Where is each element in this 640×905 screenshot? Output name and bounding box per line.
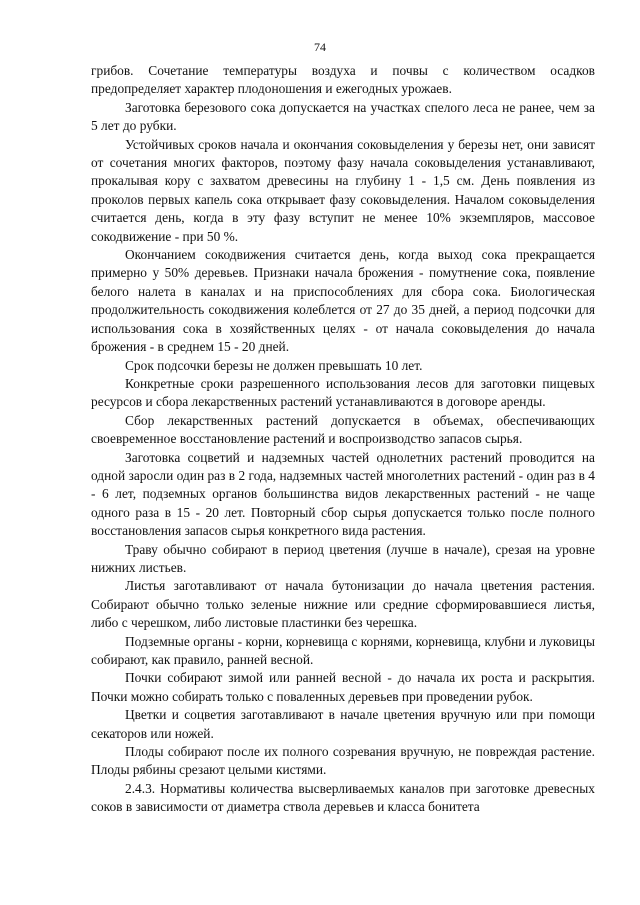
paragraph-tapping-term: Срок подсочки березы не должен превышать 10 лет. xyxy=(125,357,423,373)
paragraph-medicinal-volume: Сбор лекарственных растений допускается в объемах, обеспечивающих своевременное восстановление растений и воспроизводство запасов сырья. xyxy=(91,412,595,447)
paragraph-underground-organs: Подземные органы - корни, корневища с корнями, корневища, клубни и луковицы собирают, как правило, ранней весной. xyxy=(91,633,595,667)
paragraph-sap-flow-start: Устойчивых сроков начала и окончания соковыделения у березы нет, они зависят от сочетания многих факторов, поэтому фазу начала соковыделения устанавливают, прокалывая кору с захватом древесины на глубину 1 - 1,5 см. День появления из проколов первых капель сока открывает фазу соковыделения. Началом соковыделения считается день, когда в эту фазу вступит не менее 10% экземпляров, массовое сокодвижение - при 50 %. xyxy=(91,136,595,244)
page-body xyxy=(91,62,595,817)
paragraph-flowers: Цветки и соцветия заготавливают в начале цветения вручную или при помощи секаторов или ножей. xyxy=(91,707,595,741)
paragraph-buds: Почки собирают зимой или ранней весной - до начала их роста и раскрытия. Почки можно собирать только с поваленных деревьев при проведении рубок. xyxy=(91,670,595,704)
paragraph-section-2-4-3: 2.4.3. Нормативы количества высверливаемых каналов при заготовке древесных соков в зависимости от диаметра ствола деревьев и класса бонитета xyxy=(91,780,595,815)
paragraph-birch-sap-harvest: Заготовка березового сока допускается на участках спелого леса не ранее, чем за 5 лет до рубки. xyxy=(91,99,595,134)
paragraph-sap-flow-end: Окончанием сокодвижения считается день, когда выход сока прекращается примерно у 50% деревьев. Признаки начала брожения - помутнение сока, появление белого налета в каналах и на приспособлениях для сбора сока. Биологическая продолжительность сокодвижения колеблется от 27 до 35 дней, а период подсочки для использования сока в хозяйственных целях - от начала соковыделения до начала брожения - в среднем 15 - 20 дней. xyxy=(91,247,595,355)
paragraph-harvest-frequency: Заготовка соцветий и надземных частей однолетних растений проводится на одной заросли один раз в 2 года, надземных частей многолетних растений - один раз в 4 - 6 лет, подземных органов большинства видов лекарственных растений - не чаще одного раза в 15 - 20 лет. Повторный сбор сырья допускается только после полного восстановления запасов сырья конкретного вида растения. xyxy=(91,449,595,539)
page-number: 74 xyxy=(314,40,326,54)
paragraph-continuation: грибов. Сочетание температуры воздуха и почвы с количеством осадков предопределяет характер плодоношения и ежегодных урожаев. xyxy=(91,63,595,97)
paragraph-leaves: Листья заготавливают от начала бутонизации до начала цветения растения. Собирают обычно только зеленые нижние или средние сформировавшиеся листья, либо с черешком, либо листовые пластинки без черешка. xyxy=(91,578,595,631)
paragraph-herbs: Траву обычно собирают в период цветения (лучше в начале), срезая на уровне нижних листьев. xyxy=(91,541,595,575)
paragraph-lease-terms: Конкретные сроки разрешенного использования лесов для заготовки пищевых ресурсов и сбора лекарственных растений устанавливаются в договоре аренды. xyxy=(91,375,595,410)
paragraph-fruits: Плоды собирают после их полного созревания вручную, не повреждая растение. Плоды рябины срезают целыми кистями. xyxy=(91,744,595,778)
